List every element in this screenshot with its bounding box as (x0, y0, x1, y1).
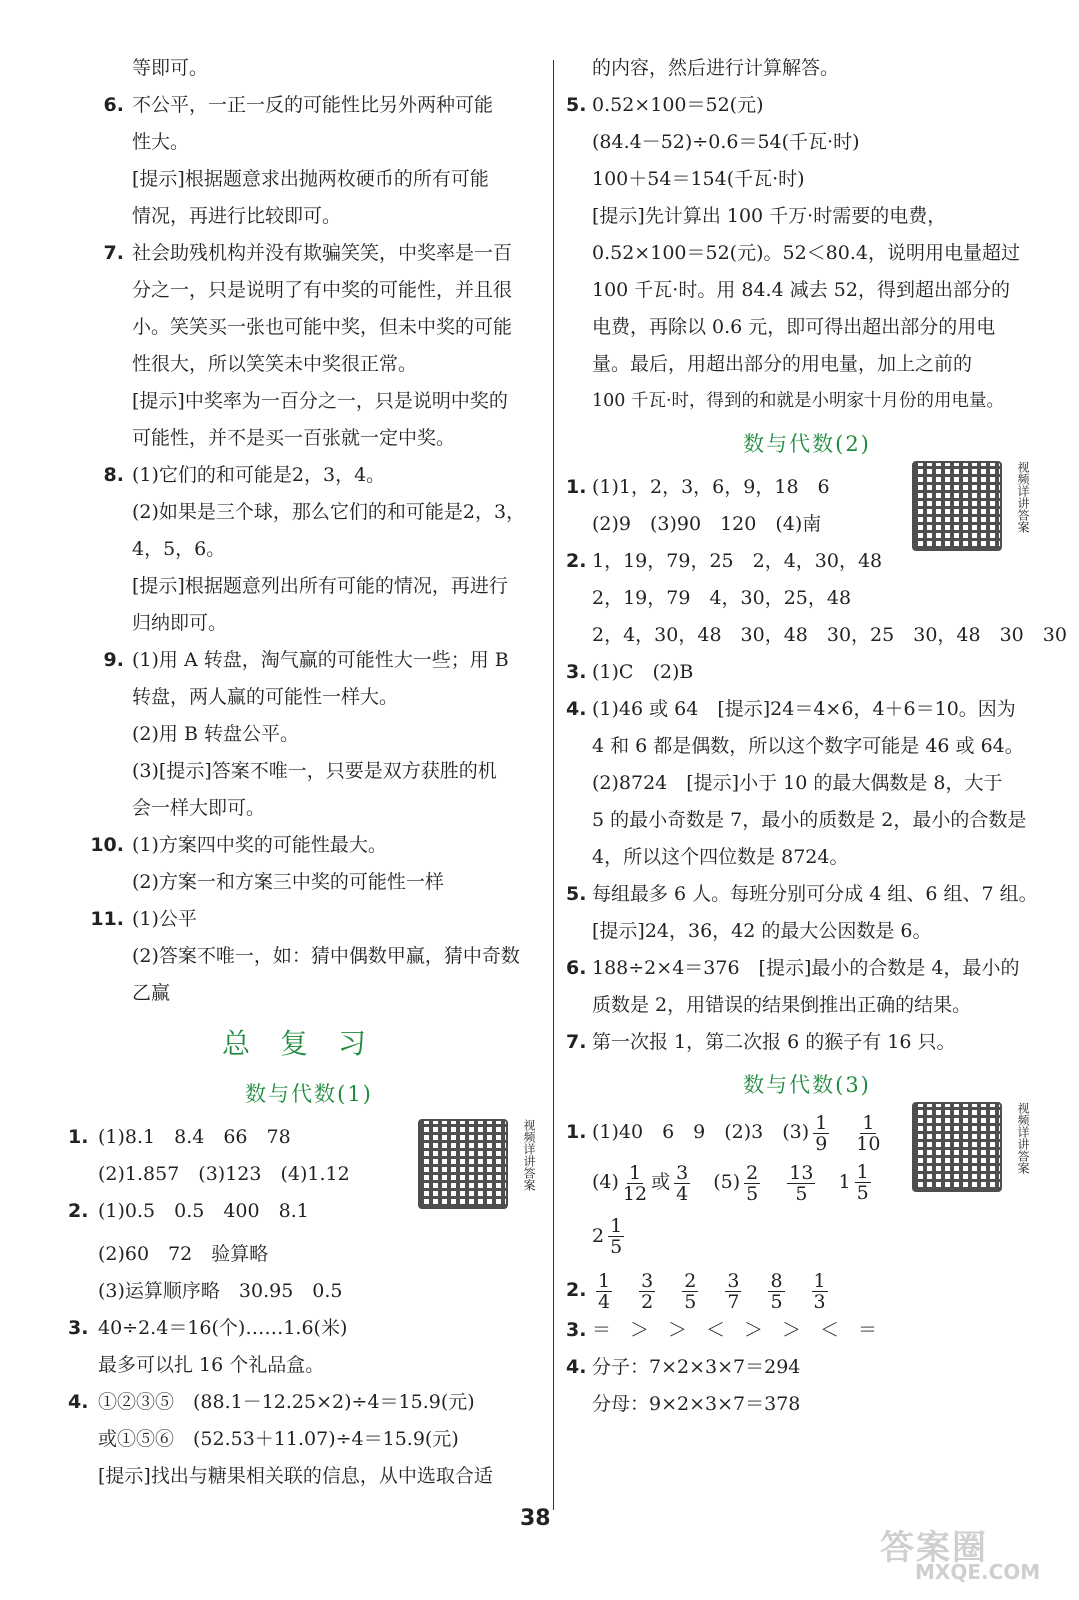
fraction: $\frac{2}{5}$ (746, 1161, 759, 1205)
algebra-3-block (566, 1102, 1048, 1423)
left-column (68, 50, 550, 1495)
text-line: 电费，再除以 0.6 元，即可得出超出部分的用电 (592, 316, 996, 338)
question-2: 2. $\frac{1}{4}$ $\frac{3}{2}$ $\frac{2}{5}$ $\frac{3}{7}$ $\frac{8}{5}$ $\frac{1}{3}$ (566, 1269, 826, 1313)
fraction: $\frac{1}{10}$ (856, 1111, 881, 1155)
question-1: 1. (1)40 6 9 (2)3 (3) $\frac{1}{9}$ $\frac{1}{10}$ (566, 1111, 881, 1155)
question-2: 2. (1)0.5 0.5 400 8.1 (68, 1200, 309, 1222)
text-line: (2)用 B 转盘公平。 (132, 723, 299, 745)
fraction: $\frac{1}{4}$ (598, 1269, 611, 1313)
text-line: (2)答案不唯一，如：猜中偶数甲赢，猜中奇数 (132, 945, 520, 967)
hint-line: [提示]24，36，42 的最大公因数是 6。 (592, 920, 932, 942)
fraction: $\frac{1}{12}$ (622, 1161, 648, 1205)
text-line: 4 和 6 都是偶数，所以这个数字可能是 46 或 64。 (592, 735, 1024, 757)
text-line: (2)9 (3)90 120 (4)南 (592, 513, 822, 535)
watermark-logo: 答案圈 (880, 1528, 988, 1568)
text-line (566, 1214, 1048, 1258)
text-line: 分之一，只是说明了有中奖的可能性，并且很 (132, 279, 513, 301)
text-line: (2)如果是三个球，那么它们的和可能是2，3， (132, 501, 526, 523)
question-1: 1. (1)8.1 8.4 66 78 (68, 1126, 291, 1148)
question-7: 7. 社会助残机构并没有欺骗笑笑，中奖率是一百 (103, 242, 513, 264)
text-line: 等即可。 (132, 57, 209, 79)
question-2: 2. 1，19，79，25 2，4，30，48 (566, 550, 883, 572)
question-8: 8. (1)它们的和可能是2，3，4。 (103, 464, 386, 486)
question-4: 4. 分子：7×2×3×7＝294 (566, 1356, 801, 1378)
hint-line: [提示]找出与糖果相关联的信息，从中选取合适 (98, 1465, 493, 1487)
section-title-algebra-3: 数与代数(3) (743, 1073, 871, 1097)
fraction: $\frac{13}{5}$ (789, 1161, 814, 1205)
text-line: (4) $\frac{1}{12}$ 或 $\frac{3}{4}$ (5) $\frac{2}{5}$ $\frac{13}{5}$ 1 $\frac{1}{5}$ (566, 1160, 1048, 1204)
fraction: $\frac{1}{3}$ (813, 1269, 826, 1313)
question-7: 7. 第一次报 1，第二次报 6 的猴子有 16 只。 (566, 1031, 956, 1053)
text-line: 转盘，两人赢的可能性一样大。 (132, 686, 399, 708)
mixed-number: 2 $\frac{1}{5}$ (592, 1214, 623, 1258)
text-line: 量。最后，用超出部分的用电量，加上之前的 (592, 353, 973, 375)
section-title-algebra-2: 数与代数(2) (743, 432, 871, 456)
text-line: 会一样大即可。 (132, 797, 266, 819)
qr-caption: 视频详讲答案 (1016, 461, 1030, 533)
text-line: 的内容，然后进行计算解答。 (592, 57, 840, 79)
qr-caption: 视频详讲答案 (522, 1119, 536, 1191)
fraction: $\frac{1}{5}$ (610, 1214, 623, 1258)
fraction: $\frac{1}{9}$ (815, 1111, 828, 1155)
text-line: 100 千瓦·时，得到的和就是小明家十月份的用电量。 (592, 391, 1005, 411)
hint-line: [提示]先计算出 100 千万·时需要的电费， (592, 205, 947, 227)
column-divider (553, 60, 554, 1510)
fraction: $\frac{1}{5}$ (856, 1160, 869, 1204)
text-line: 质数是 2，用错误的结果倒推出正确的结果。 (592, 994, 972, 1016)
question-4: 4. (1)46 或 64 [提示]24＝4×6，4＋6＝10。因为 (566, 698, 1016, 720)
section-title-review: 总复习 (221, 1027, 396, 1060)
text-line: (2)1.857 (3)123 (4)1.12 (98, 1163, 350, 1185)
hint-line: [提示]中奖率为一百分之一，只是说明中奖的 (132, 390, 508, 412)
text-line: 2，19，79 4，30，25，48 (592, 587, 852, 609)
qr-caption: 视频详讲答案 (1016, 1102, 1030, 1174)
question-3: 3. ＝ ＞ ＞ ＜ ＞ ＞ ＜ ＝ (566, 1319, 878, 1341)
text-line: 归纳即可。 (132, 612, 228, 634)
hint-line: [提示]根据题意求出抛两枚硬币的所有可能 (132, 168, 489, 190)
text-line: 情况，再进行比较即可。 (132, 205, 342, 227)
text-line: 乙赢 (132, 982, 171, 1004)
fraction: $\frac{3}{4}$ (676, 1161, 689, 1205)
text-line: 2，4，30，48 30，48 30，25 30，48 30 30 (592, 624, 1067, 646)
fraction: $\frac{3}{7}$ (727, 1269, 740, 1313)
question-6: 6. 不公平，一正一反的可能性比另外两种可能 (103, 94, 494, 116)
question-9: 9. (1)用 A 转盘，淘气赢的可能性大一些；用 B (103, 649, 509, 671)
mixed-number: 1 $\frac{1}{5}$ (838, 1160, 869, 1204)
text-line: (2)方案一和方案三中奖的可能性一样 (132, 871, 444, 893)
text-line: 或①⑤⑥ (52.53＋11.07)÷4＝15.9(元) (98, 1428, 459, 1450)
section-title-algebra-1: 数与代数(1) (245, 1082, 373, 1106)
text-line: (2)8724 [提示]小于 10 的最大偶数是 8，大于 (592, 772, 1003, 794)
text-line: (2)60 72 验算略 (98, 1243, 269, 1265)
text-line: 4，所以这个四位数是 8724。 (592, 846, 849, 868)
page-number: 38 (520, 1506, 551, 1531)
algebra-1-block (68, 1119, 550, 1495)
text-line: 4，5，6。 (132, 538, 226, 560)
text-line: 小。笑笑买一张也可能中奖，但未中奖的可能 (132, 316, 513, 338)
text-line: 0.52×100＝52(元)。52＜80.4，说明用电量超过 (592, 242, 1020, 264)
text-line: (3)运算顺序略 30.95 0.5 (98, 1280, 343, 1302)
question-11: 11. (1)公平 (90, 908, 197, 930)
right-column (566, 50, 1067, 1423)
text-line: 100 千瓦·时。用 84.4 减去 52，得到超出部分的 (592, 279, 1010, 301)
text-line: 分母：9×2×3×7＝378 (592, 1393, 801, 1415)
fraction: $\frac{3}{2}$ (641, 1269, 654, 1313)
question-1: 1. (1)1，2，3，6，9，18 6 (566, 476, 830, 498)
text-line: 5 的最小奇数是 7，最小的质数是 2，最小的合数是 (592, 809, 1027, 831)
question-3: 3. (1)C (2)B (566, 661, 694, 683)
fraction: $\frac{8}{5}$ (770, 1269, 783, 1313)
fraction: $\frac{2}{5}$ (684, 1269, 697, 1313)
watermark-url: MXQE.COM (915, 1560, 1041, 1584)
question-5: 5. 每组最多 6 人。每班分别可分成 4 组、6 组、7 组。 (566, 883, 1038, 905)
question-6: 6. 188÷2×4＝376 [提示]最小的合数是 4，最小的 (566, 957, 1020, 979)
algebra-2-block (566, 461, 1067, 1061)
text-line: 最多可以扎 16 个礼品盒。 (98, 1354, 325, 1376)
text-line: 可能性，并不是买一百张就一定中奖。 (132, 427, 456, 449)
hint-line: [提示]根据题意列出所有可能的情况，再进行 (132, 575, 508, 597)
question-5: 5. 0.52×100＝52(元) (566, 94, 764, 116)
question-4: 4. ①②③⑤ (88.1－12.25×2)÷4＝15.9(元) (68, 1391, 475, 1413)
question-3: 3. 40÷2.4＝16(个)……1.6(米) (68, 1317, 348, 1339)
text-line: 性大。 (132, 131, 190, 153)
text-line: (3)[提示]答案不唯一，只要是双方获胜的机 (132, 760, 497, 782)
text-line: (84.4－52)÷0.6＝54(千瓦·时) (592, 131, 860, 153)
question-10: 10. (1)方案四中奖的可能性最大。 (90, 834, 387, 856)
text-line: 100＋54＝154(千瓦·时) (592, 168, 805, 190)
text-line: 性很大，所以笑笑未中奖很正常。 (132, 353, 418, 375)
